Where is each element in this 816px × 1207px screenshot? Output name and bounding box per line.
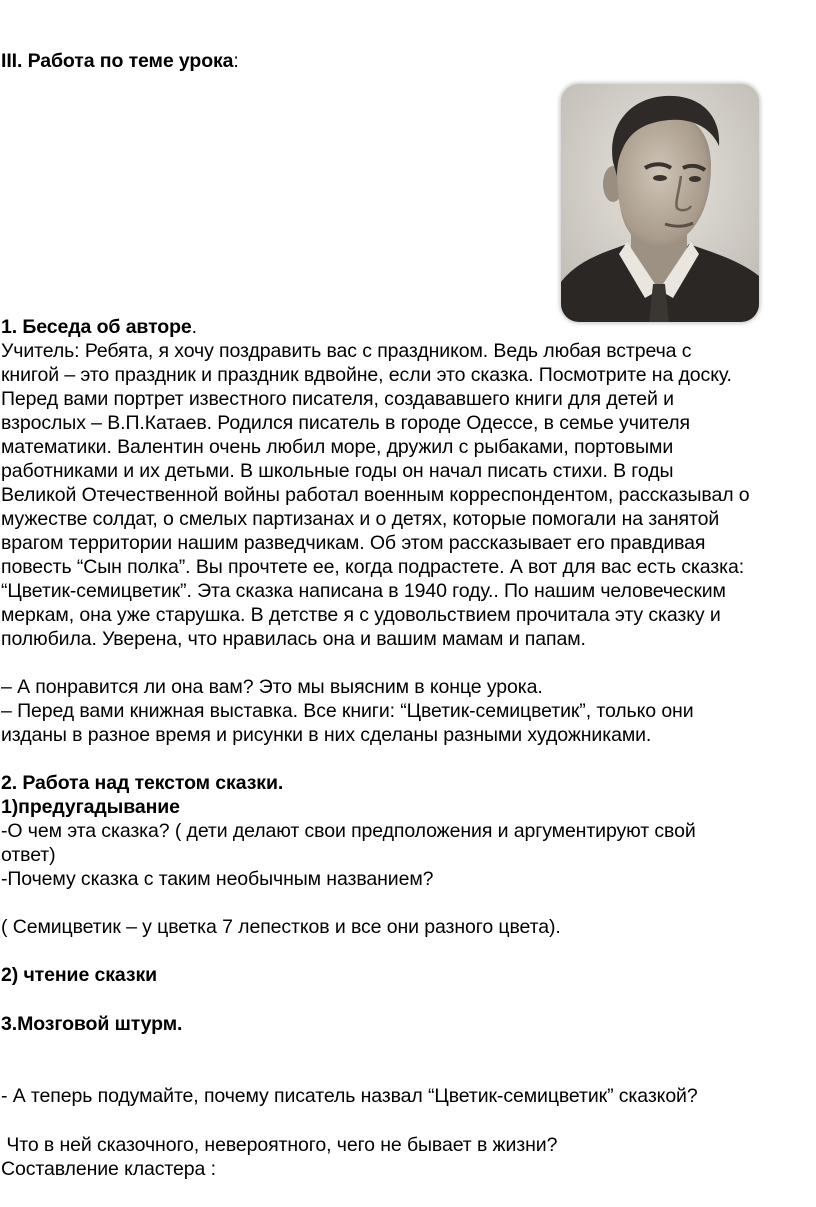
heading-colon: : [233,50,239,72]
heading-title: III. Работа по теме урока [1,50,234,72]
paragraph-line: “Цветик-семицветик”. Эта сказка написана в 1940 году.. По нашим человеческим [1,580,726,602]
dialog-line: изданы в разное время и рисунки в них сделаны разными художниками. [1,724,652,746]
section2-subtitle-reading: 2) чтение сказки [1,964,158,986]
question-line: ответ) [1,844,56,866]
paragraph-line: полюбила. Уверена, что нравилась она и вашим мамам и папам. [1,628,586,650]
paragraph-line: мужестве солдат, о смелых партизанах и о детях, которые помогали на занятой [1,508,720,530]
paragraph-line: взрослых – В.П.Катаев. Родился писатель в городе Одессе, в семье учителя [1,412,691,434]
question-line: -Почему сказка с таким необычным названием? [1,868,434,890]
brainstorm-question: Что в ней сказочного, невероятного, чего не бывает в жизни? [1,1134,558,1156]
paragraph-line: математики. Валентин очень любил море, дружил с рыбаками, портовыми [1,436,674,458]
paragraph-line: Учитель: Ребята, я хочу поздравить вас с праздником. Ведь любая встреча с [1,340,692,362]
paragraph-line: работниками и их детьми. В школьные годы он начал писать стихи. В годы [1,460,674,482]
dialog-line: – А понравится ли она вам? Это мы выясним в конце урока. [1,676,543,698]
section2-title: 2. Работа над текстом сказки. [1,772,284,794]
section3-title: 3.Мозговой штурм. [1,1013,183,1035]
section1-title [1,315,197,339]
question-line: -О чем эта сказка? ( дети делают свои предположения и аргументируют свой [1,820,696,842]
section-heading [1,49,239,73]
section2-subtitle-prediction: 1)предугадывание [1,796,180,818]
paragraph-line: книгой – это праздник и праздник вдвойне, если это сказка. Посмотрите на доску. [1,364,732,386]
answer-line: ( Семицветик – у цветка 7 лепестков и все они разного цвета). [1,916,561,938]
section1-title-text: 1. Беседа об авторе [1,316,192,338]
section1-title-dot: . [191,316,197,338]
brainstorm-question: - А теперь подумайте, почему писатель назвал “Цветик-семицветик” сказкой? [1,1085,698,1107]
paragraph-line: Перед вами портрет известного писателя, создававшего книги для детей и [1,388,674,410]
dialog-line: – Перед вами книжная выставка. Все книги: “Цветик-семицветик”, только они [1,700,694,722]
paragraph-line: повесть “Сын полка”. Вы прочтете ее, когда подрастете. А вот для вас есть сказка: [1,556,745,578]
paragraph-line: врагом территории нашим разведчикам. Об этом рассказывает его правдивая [1,532,706,554]
writer-portrait-icon [561,84,759,322]
paragraph-line: меркам, она уже старушка. В детстве я с удовольствием прочитала эту сказку и [1,604,721,626]
cluster-line: Составление кластера : [1,1158,216,1180]
paragraph-line: Великой Отечественной войны работал военным корреспондентом, рассказывал о [1,484,750,506]
